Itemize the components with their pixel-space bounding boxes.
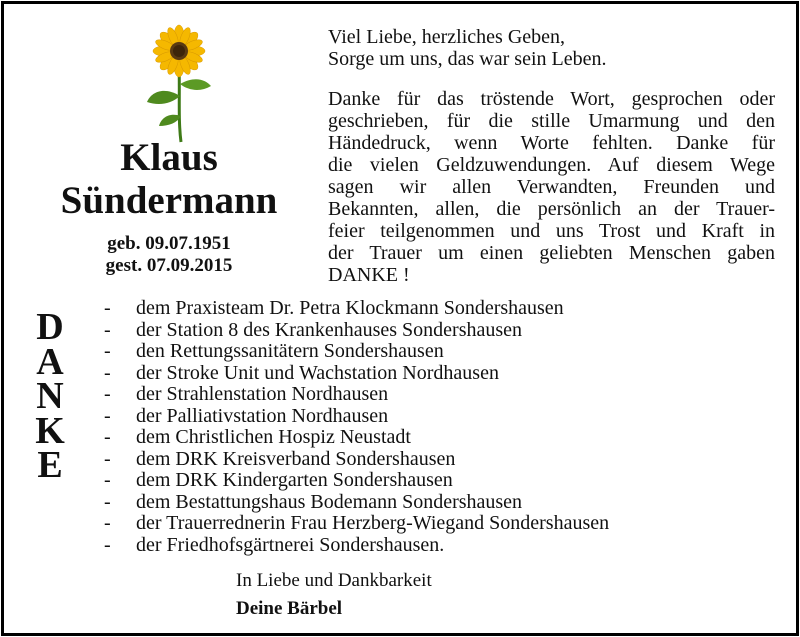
danke-letter: K	[35, 409, 65, 452]
list-item	[104, 449, 609, 471]
thanks-line: die vielen Geldzuwendungen. Auf diesem Wege	[328, 154, 775, 176]
list-item	[104, 406, 609, 428]
list-item	[104, 363, 609, 385]
list-item	[104, 513, 609, 535]
thanks-recipient-list	[104, 298, 609, 556]
list-item-text: der Trauerrednerin Frau Herzberg-Wiegand Sondershausen	[136, 512, 610, 534]
thanks-line: geschrieben, für die stille Umarmung und den	[328, 110, 775, 132]
list-dash: -	[104, 490, 111, 513]
sunflower-icon	[139, 24, 219, 144]
thanks-line: sagen wir allen Verwandten, Freunden und	[328, 176, 775, 198]
verse-line: Viel Liebe, herzliches Geben,	[328, 26, 566, 48]
verse-line: Sorge um uns, das war sein Leben.	[328, 48, 607, 70]
list-item-text: der Palliativstation Nordhausen	[136, 404, 389, 427]
list-dash: -	[104, 512, 111, 534]
list-item	[104, 298, 609, 320]
list-dash: -	[104, 426, 111, 448]
thanks-line: Danke für das tröstende Wort, gesprochen oder	[328, 88, 775, 110]
list-item	[104, 427, 609, 449]
danke-letter: A	[36, 340, 64, 383]
list-item-text: dem Praxisteam Dr. Petra Klockmann Sondershausen	[136, 297, 564, 319]
list-dash: -	[104, 318, 111, 341]
closing-line: In Liebe und Dankbarkeit	[236, 570, 432, 591]
list-item-text: dem Christlichen Hospiz Neustadt	[136, 426, 411, 448]
list-dash: -	[104, 533, 111, 556]
death-date: gest. 07.09.2015	[105, 255, 233, 276]
signature: Deine Bärbel	[236, 598, 343, 619]
thanks-line: feier teilgenommen und uns Trost und Kraft in	[328, 220, 775, 242]
danke-letter: N	[36, 375, 64, 417]
list-item-text: der Stroke Unit und Wachstation Nordhausen	[136, 361, 499, 384]
list-dash: -	[104, 447, 111, 470]
list-item	[104, 320, 609, 342]
list-dash: -	[104, 404, 111, 427]
first-name: Klaus	[120, 136, 218, 179]
last-name: Sündermann	[60, 179, 278, 222]
list-item-text: dem Bestattungshaus Bodemann Sondershausen	[136, 490, 523, 513]
obituary-card	[1, 1, 799, 636]
danke-letter: E	[37, 444, 63, 486]
list-item-text: der Station 8 des Krankenhauses Sondershausen	[136, 318, 523, 341]
verse	[328, 26, 606, 70]
list-item	[104, 384, 609, 406]
danke-vertical-heading	[32, 306, 68, 486]
thanks-line: der Trauer um einen geliebten Menschen gaben	[328, 242, 775, 264]
list-item-text: dem DRK Kindergarten Sondershausen	[136, 469, 453, 491]
birth-date: geb. 09.07.1951	[107, 233, 231, 254]
list-dash: -	[104, 361, 111, 384]
thanks-line: Händedruck, wenn Worte fehlten. Danke für	[328, 132, 775, 154]
thanks-line: DANKE !	[328, 264, 410, 286]
thanks-paragraph	[328, 88, 775, 286]
thanks-line: Bekannten, allen, die persönlich an der Trauer-	[328, 198, 775, 220]
list-dash: -	[104, 340, 111, 362]
list-dash: -	[104, 297, 111, 319]
list-item-text: dem DRK Kreisverband Sondershausen	[136, 447, 456, 470]
list-item	[104, 470, 609, 492]
list-item-text: den Rettungssanitätern Sondershausen	[136, 340, 444, 362]
list-dash: -	[104, 383, 111, 405]
list-item-text: der Strahlenstation Nordhausen	[136, 383, 389, 405]
list-item	[104, 492, 609, 514]
list-item	[104, 535, 609, 557]
list-item	[104, 341, 609, 363]
list-dash: -	[104, 469, 111, 491]
danke-letter: D	[36, 306, 64, 348]
list-item-text: der Friedhofsgärtnerei Sondershausen.	[136, 533, 445, 556]
